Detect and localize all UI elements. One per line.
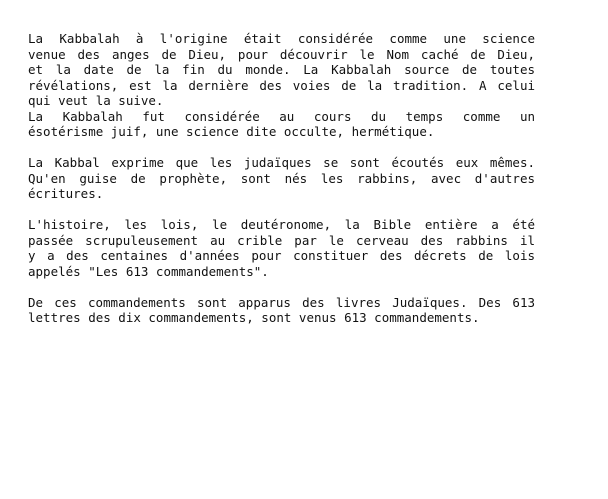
- text-line: Qu'en guise de prophète, sont nés les rabbins, avec d'autres: [28, 170, 535, 186]
- text-line: La Kabbalah à l'origine était considérée comme une science: [28, 31, 535, 46]
- text-line: appelés "Les 613 commandements".: [28, 263, 269, 279]
- paragraph-2: [28, 109, 535, 140]
- text-line: De ces commandements sont apparus des livres Judaïques. Des 613: [28, 294, 535, 310]
- paragraph-4: [28, 217, 535, 279]
- text-line: y a des centaines d'années pour constituer des décrets de lois: [28, 248, 535, 263]
- text-line: L'histoire, les lois, le deutéronome, la Bible entière a été: [28, 217, 535, 232]
- text-line: La Kabbal exprime que les judaïques se sont écoutés eux mêmes.: [28, 155, 535, 170]
- text-line: qui veut la suive.: [28, 93, 164, 108]
- text-line: lettres des dix commandements, sont venus 613 commandements.: [28, 310, 480, 325]
- text-line: venue des anges de Dieu, pour découvrir le Nom caché de Dieu,: [28, 46, 535, 62]
- text-line: passée scrupuleusement au crible par le cerveau des rabbins il: [28, 232, 535, 248]
- text-line: et la date de la fin du monde. La Kabbalah source de toutes: [28, 62, 535, 77]
- document-body: [28, 31, 535, 341]
- paragraph-3: [28, 155, 535, 202]
- text-line: ésotérisme juif, une science dite occulte, hermétique.: [28, 124, 435, 139]
- text-line: révélations, est la dernière des voies de la tradition. A celui: [28, 77, 535, 93]
- text-line: La Kabbalah fut considérée au cours du temps comme un: [28, 108, 535, 124]
- paragraph-1: [28, 31, 535, 109]
- text-line: écritures.: [28, 186, 104, 201]
- paragraph-5: [28, 295, 535, 326]
